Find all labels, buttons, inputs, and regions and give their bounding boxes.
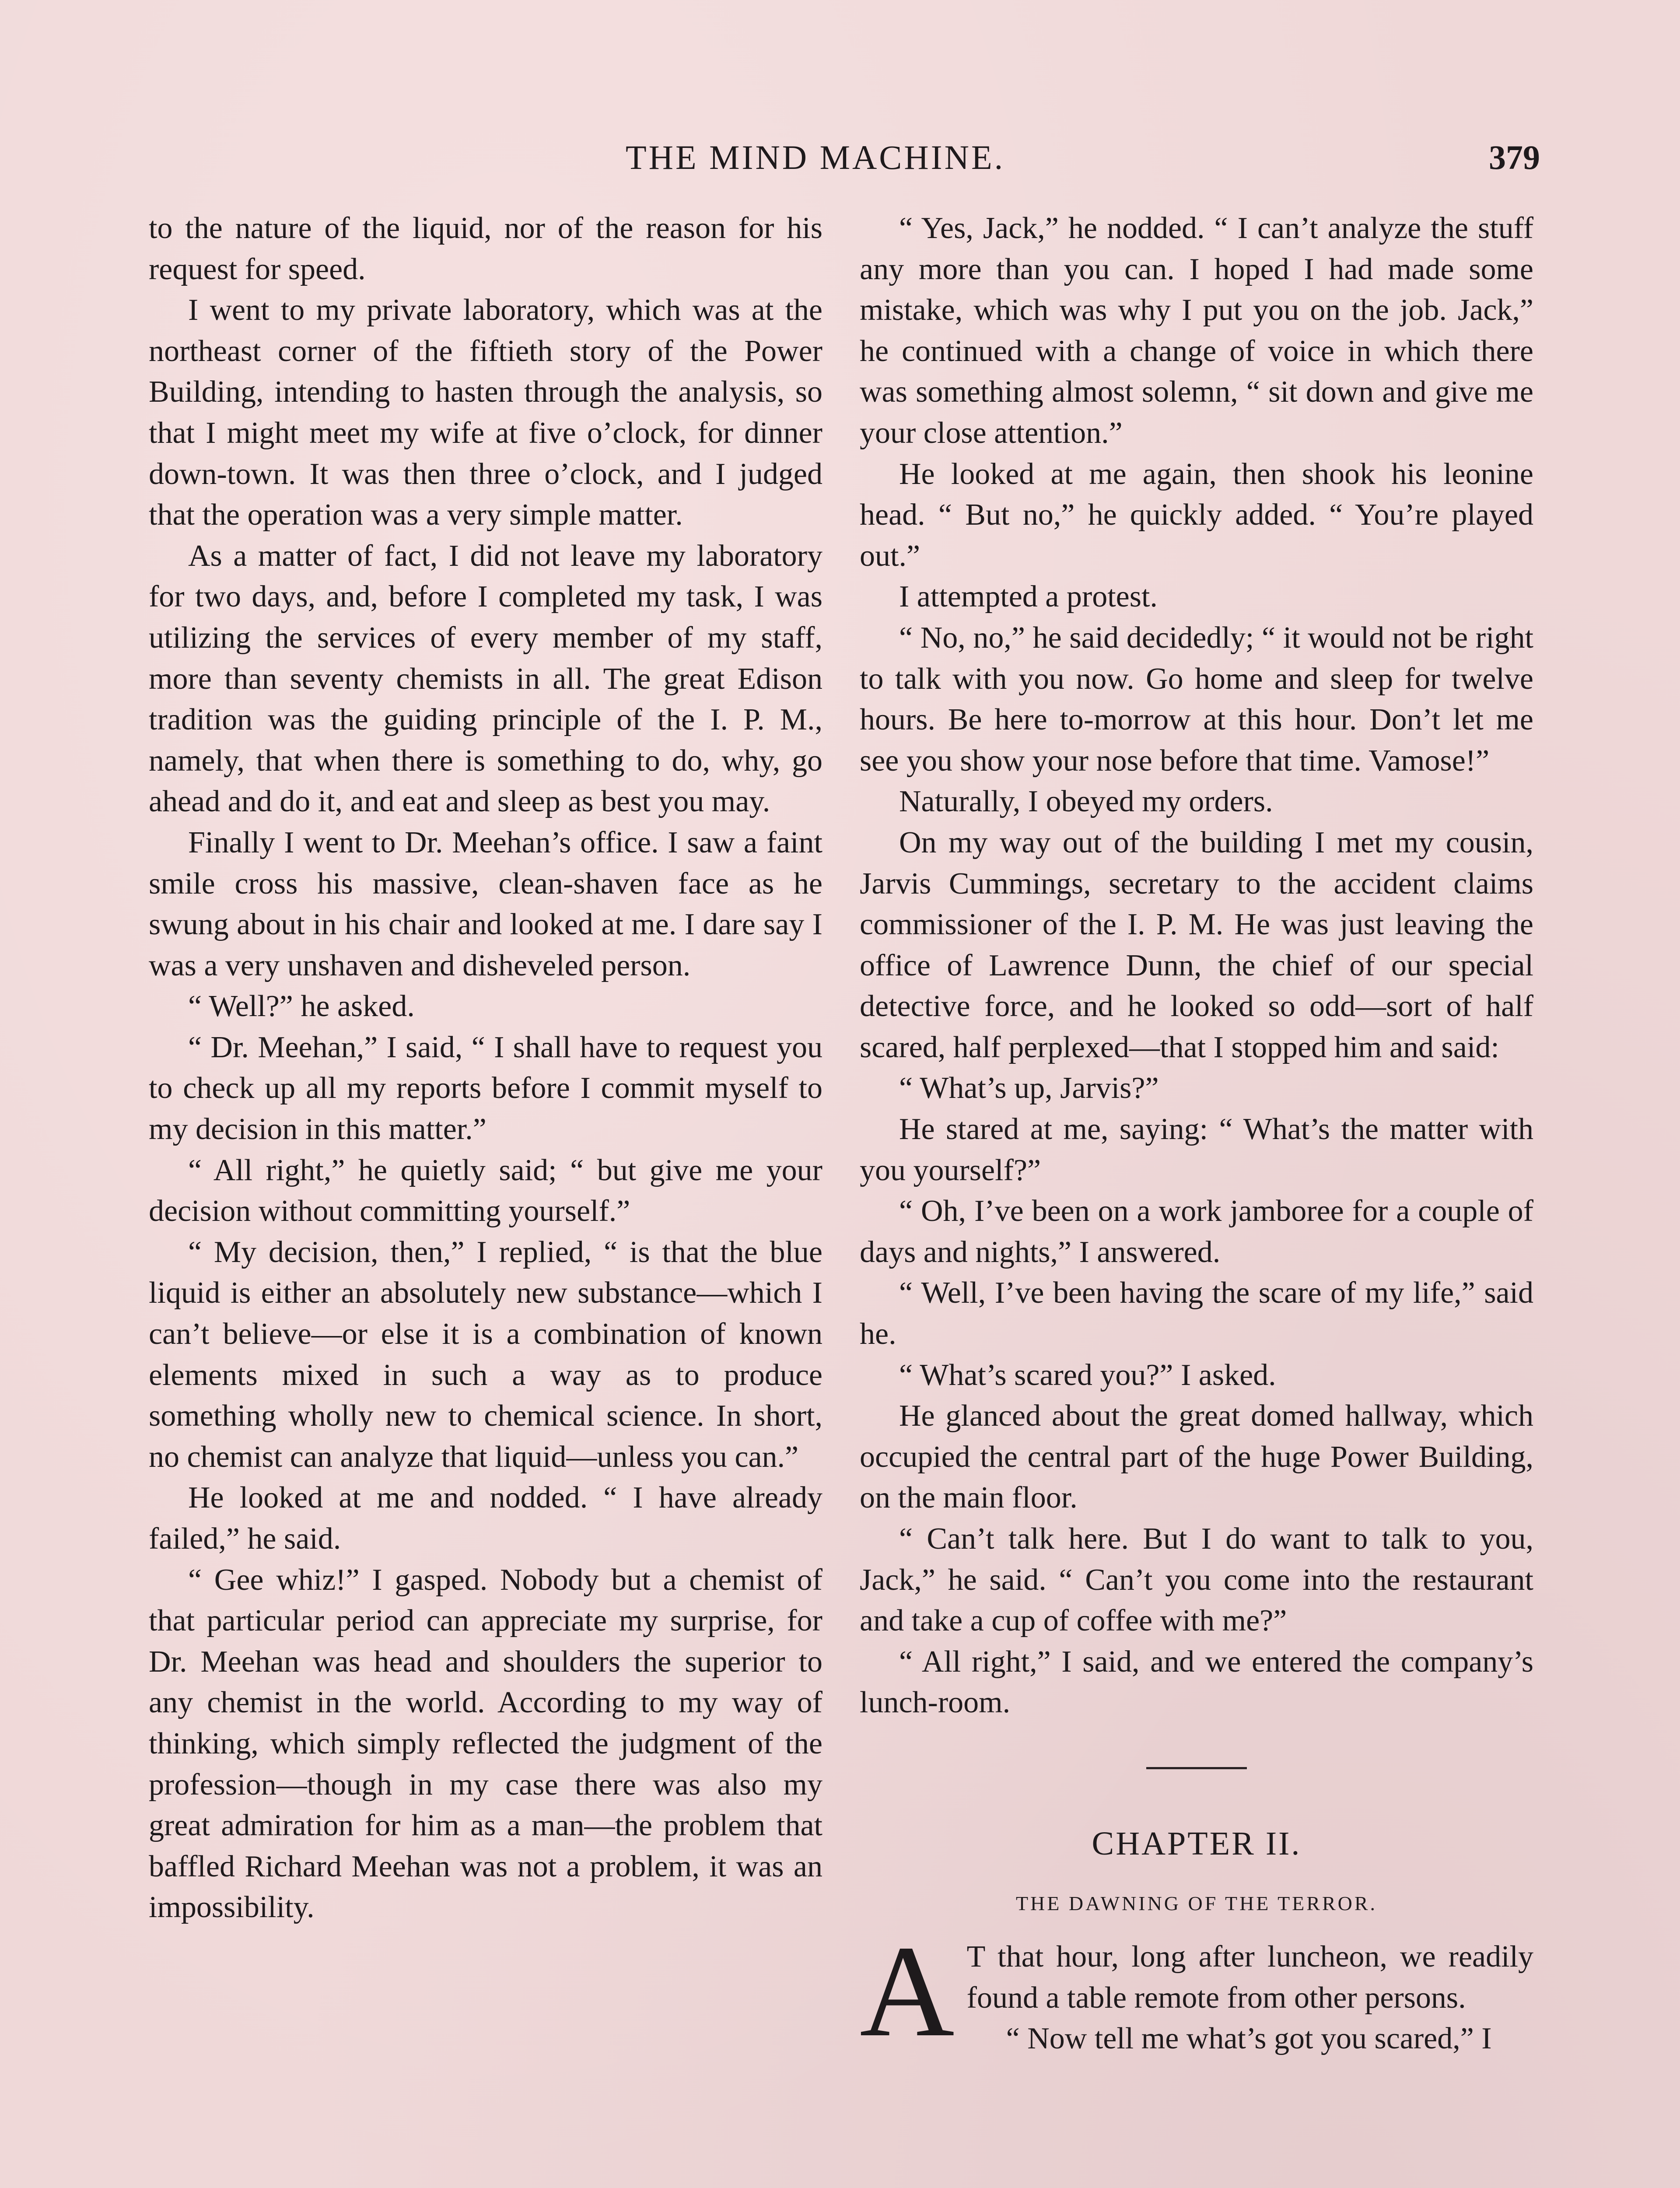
paragraph: As a matter of fact, I did not leave my laboratory for two days, and, before I completed my task, I was utilizing the services of every member of my staff, more than seventy chemists in all. The great Edison tradition was the guiding principle of the I. P. M., namely, that when there is something to do, why, go ahead and do it, and eat and sleep as best you may.: [149, 539, 822, 819]
chapter-subtitle: THE DAWNING OF THE TERROR.: [1015, 1892, 1378, 1914]
paragraph: Naturally, I obeyed my orders.: [899, 785, 1273, 819]
paragraph: He stared at me, saying: “ What’s the matter with you yourself?”: [860, 1112, 1533, 1187]
paragraph: He looked at me again, then shook his leonine head. “ But no,” he quickly added. “ You’re played out.”: [860, 457, 1533, 573]
paragraph: I went to my private laboratory, which was at the northeast corner of the fiftieth story of the Power Building, intending to hasten through the analysis, so that I might meet my wife at five o’clock, for dinner down-town. It was then three o’clock, and I judged that the operation was a very simple matter.: [149, 293, 822, 532]
paragraph: “ Now tell me what’s got you scared,” I: [1006, 2022, 1492, 2056]
paragraph: I attempted a protest.: [899, 580, 1158, 614]
paragraph: He looked at me and nodded. “ I have already failed,” he said.: [149, 1481, 822, 1556]
page-number: 379: [1489, 138, 1540, 176]
paragraph: On my way out of the building I met my cousin, Jarvis Cummings, secretary to the accident claims commissioner of the I. P. M. He was just leaving the office of Lawrence Dunn, the chief of our special detective force, and he looked so odd—sort of half scared, half perplexed—that I stopped him and said:: [860, 825, 1533, 1064]
paragraph: “ Can’t talk here. But I do want to talk to you, Jack,” he said. “ Can’t you come into the restaurant and take a cup of coffee with me?”: [860, 1522, 1533, 1638]
paragraph: He glanced about the great domed hallway, which occupied the central part of the huge Power Building, on the main floor.: [860, 1399, 1533, 1515]
running-head: [149, 133, 1540, 182]
paragraph: “ What’s up, Jarvis?”: [899, 1071, 1159, 1105]
paragraph: “ All right,” I said, and we entered the company’s lunch-room.: [860, 1645, 1533, 1720]
left-column: [149, 208, 822, 1928]
paragraph: “ What’s scared you?” I asked.: [899, 1358, 1276, 1392]
paragraph: “ Gee whiz!” I gasped. Nobody but a chemist of that particular period can appreciate my surprise, for Dr. Meehan was head and shoulders the superior to any chemist in the world. According to my way of thinking, which simply reflected the judgment of the profession—though in my case there was also my great admiration for him as a man—the problem that baffled Richard Meehan was not a problem, it was an impossibility.: [149, 1563, 822, 1925]
paragraph: “ No, no,” he said decidedly; “ it would not be right to talk with you now. Go home and sleep for twelve hours. Be here to-morrow at this hour. Don’t let me see you show your nose before that time. Vamose!”: [860, 621, 1533, 778]
paragraph: “ Well, I’ve been having the scare of my life,” said he.: [860, 1276, 1533, 1351]
paragraph: “ All right,” he quietly said; “ but give me your decision without committing yourself.”: [149, 1153, 822, 1228]
paragraph: “ Oh, I’ve been on a work jamboree for a couple of days and nights,” I answered.: [860, 1194, 1533, 1269]
drop-cap: A: [860, 1918, 955, 2064]
paragraph: Finally I went to Dr. Meehan’s office. I saw a faint smile cross his massive, clean-shaven face as he swung about in his chair and looked at me. I dare say I was a very unshaven and disheveled person.: [149, 825, 822, 982]
paragraph: “ Yes, Jack,” he nodded. “ I can’t analyze the stuff any more than you can. I hoped I had made some mistake, which was why I put you on the job. Jack,” he continued with a change of voice in which there was something almost solemn, “ sit down and give me your close attention.”: [860, 211, 1533, 450]
running-title: THE MIND MACHINE.: [626, 138, 1005, 176]
section-divider: [1146, 1767, 1247, 1769]
paragraph: to the nature of the liquid, nor of the reason for his request for speed.: [149, 211, 822, 286]
paragraph: “ My decision, then,” I replied, “ is that the blue liquid is either an absolutely new substance—which I can’t believe—or else it is a combination of known elements mixed in such a way as to produce something wholly new to chemical science. In short, no chemist can analyze that liquid—unless you can.”: [149, 1235, 822, 1474]
paragraph: “ Dr. Meehan,” I said, “ I shall have to request you to check up all my reports before I commit myself to my decision in this matter.”: [149, 1030, 822, 1147]
right-column: [860, 208, 1533, 2064]
chapter-title: CHAPTER II.: [1092, 1825, 1302, 1862]
drop-cap-text: T that hour, long after luncheon, we readily found a table remote from other persons.: [966, 1939, 1533, 2015]
paragraph: “ Well?” he asked.: [188, 989, 415, 1024]
